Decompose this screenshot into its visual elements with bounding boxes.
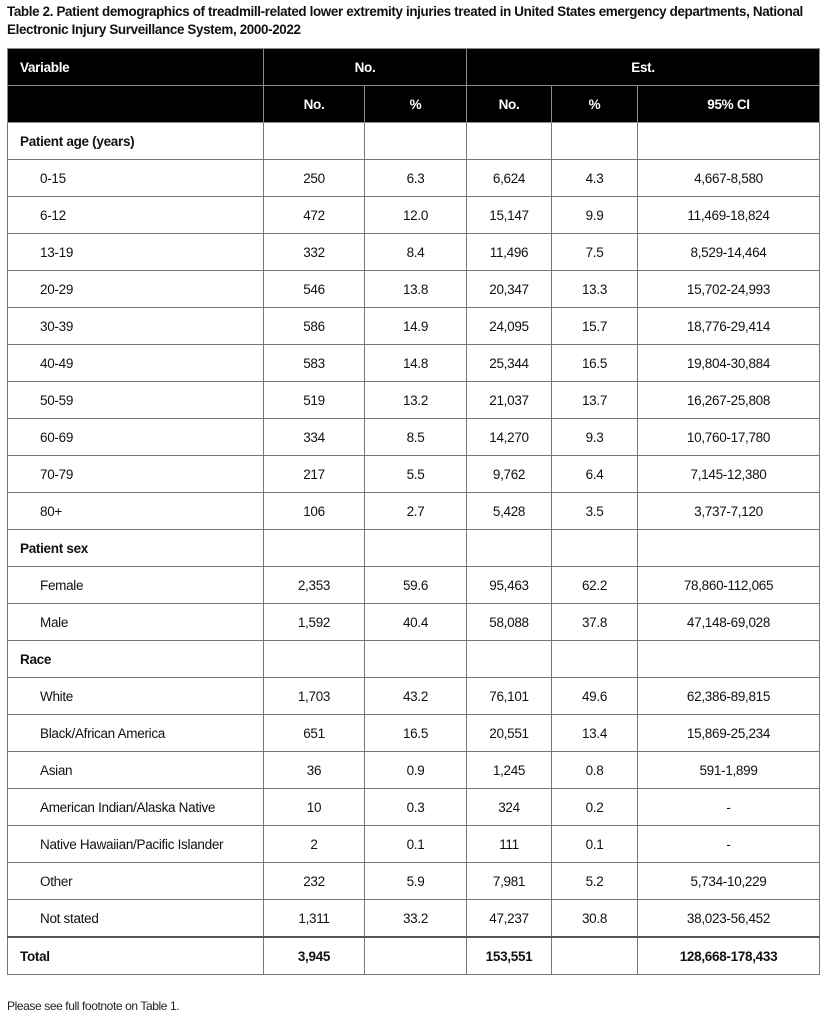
row-label: Female [8, 567, 264, 604]
empty-cell [552, 641, 638, 678]
cell-no: 586 [264, 308, 365, 345]
cell-est-no: 6,624 [467, 160, 552, 197]
cell-no: 106 [264, 493, 365, 530]
row-label: Native Hawaiian/Pacific Islander [8, 826, 264, 863]
cell-ci: - [638, 826, 820, 863]
cell-est-pct: 13.7 [552, 382, 638, 419]
cell-pct: 8.5 [365, 419, 467, 456]
table-row [8, 382, 820, 419]
empty-cell [365, 641, 467, 678]
row-label: 60-69 [8, 419, 264, 456]
section-row [8, 641, 820, 678]
cell-ci: 4,667-8,580 [638, 160, 820, 197]
cell-est-no: 11,496 [467, 234, 552, 271]
cell-est-no: 58,088 [467, 604, 552, 641]
cell-est-pct: 0.8 [552, 752, 638, 789]
row-label: 80+ [8, 493, 264, 530]
table-row [8, 826, 820, 863]
section-row [8, 530, 820, 567]
row-label: 70-79 [8, 456, 264, 493]
cell-pct: 33.2 [365, 900, 467, 938]
row-label: American Indian/Alaska Native [8, 789, 264, 826]
cell-no: 472 [264, 197, 365, 234]
empty-cell [638, 530, 820, 567]
cell-est-no: 95,463 [467, 567, 552, 604]
table-row [8, 863, 820, 900]
cell-est-pct: 7.5 [552, 234, 638, 271]
table-row [8, 456, 820, 493]
cell-est-no: 15,147 [467, 197, 552, 234]
row-label: 0-15 [8, 160, 264, 197]
cell-ci: 591-1,899 [638, 752, 820, 789]
cell-pct: 0.1 [365, 826, 467, 863]
empty-cell [264, 641, 365, 678]
empty-cell [552, 123, 638, 160]
table-row [8, 493, 820, 530]
cell-pct: 0.9 [365, 752, 467, 789]
cell-est-no: 76,101 [467, 678, 552, 715]
row-label: Black/African America [8, 715, 264, 752]
cell-pct: 5.5 [365, 456, 467, 493]
cell-pct: 16.5 [365, 715, 467, 752]
cell-ci: 62,386-89,815 [638, 678, 820, 715]
section-label: Race [8, 641, 264, 678]
row-label: White [8, 678, 264, 715]
header-ci: 95% CI [638, 86, 820, 123]
cell-ci: 47,148-69,028 [638, 604, 820, 641]
cell-est-pct: 3.5 [552, 493, 638, 530]
cell-est-pct: 15.7 [552, 308, 638, 345]
cell-est-no: 5,428 [467, 493, 552, 530]
empty-cell [264, 123, 365, 160]
row-label: Not stated [8, 900, 264, 938]
table-row [8, 715, 820, 752]
cell-no: 36 [264, 752, 365, 789]
cell-ci: - [638, 789, 820, 826]
total-cell-est-no: 153,551 [467, 937, 552, 975]
cell-est-no: 47,237 [467, 900, 552, 938]
cell-est-pct: 16.5 [552, 345, 638, 382]
cell-est-pct: 0.1 [552, 826, 638, 863]
row-label: 30-39 [8, 308, 264, 345]
table-row [8, 271, 820, 308]
total-cell-no: 3,945 [264, 937, 365, 975]
cell-pct: 0.3 [365, 789, 467, 826]
cell-est-no: 1,245 [467, 752, 552, 789]
cell-no: 232 [264, 863, 365, 900]
cell-est-pct: 13.3 [552, 271, 638, 308]
table-body [8, 123, 820, 975]
section-label: Patient age (years) [8, 123, 264, 160]
cell-pct: 43.2 [365, 678, 467, 715]
empty-cell [638, 641, 820, 678]
header-variable: Variable [8, 49, 264, 86]
cell-no: 217 [264, 456, 365, 493]
empty-cell [638, 123, 820, 160]
cell-no: 2,353 [264, 567, 365, 604]
empty-cell [365, 123, 467, 160]
cell-no: 583 [264, 345, 365, 382]
header-group-est: Est. [467, 49, 820, 86]
cell-est-no: 20,551 [467, 715, 552, 752]
cell-ci: 3,737-7,120 [638, 493, 820, 530]
header-no: No. [264, 86, 365, 123]
header-est-pct: % [552, 86, 638, 123]
table-row [8, 197, 820, 234]
cell-est-pct: 62.2 [552, 567, 638, 604]
cell-pct: 59.6 [365, 567, 467, 604]
table-row [8, 678, 820, 715]
cell-est-pct: 9.9 [552, 197, 638, 234]
header-row-groups [8, 49, 820, 86]
empty-cell [365, 530, 467, 567]
cell-est-no: 324 [467, 789, 552, 826]
cell-est-no: 20,347 [467, 271, 552, 308]
row-label: 40-49 [8, 345, 264, 382]
table-header [8, 49, 820, 123]
cell-no: 546 [264, 271, 365, 308]
table-row [8, 752, 820, 789]
cell-est-no: 24,095 [467, 308, 552, 345]
table-row [8, 789, 820, 826]
cell-no: 10 [264, 789, 365, 826]
cell-est-pct: 6.4 [552, 456, 638, 493]
cell-pct: 2.7 [365, 493, 467, 530]
cell-no: 651 [264, 715, 365, 752]
cell-pct: 13.8 [365, 271, 467, 308]
table-row [8, 160, 820, 197]
total-cell-ci: 128,668-178,433 [638, 937, 820, 975]
cell-ci: 11,469-18,824 [638, 197, 820, 234]
total-cell-pct [365, 937, 467, 975]
cell-ci: 15,702-24,993 [638, 271, 820, 308]
row-label: Male [8, 604, 264, 641]
empty-cell [467, 641, 552, 678]
row-label: 13-19 [8, 234, 264, 271]
cell-est-no: 9,762 [467, 456, 552, 493]
cell-pct: 8.4 [365, 234, 467, 271]
cell-ci: 8,529-14,464 [638, 234, 820, 271]
table-row [8, 900, 820, 938]
cell-est-pct: 49.6 [552, 678, 638, 715]
empty-cell [552, 530, 638, 567]
row-label: 20-29 [8, 271, 264, 308]
cell-est-no: 7,981 [467, 863, 552, 900]
table-row [8, 419, 820, 456]
row-label: 50-59 [8, 382, 264, 419]
table-row [8, 234, 820, 271]
demographics-table [7, 48, 820, 975]
cell-ci: 38,023-56,452 [638, 900, 820, 938]
cell-pct: 5.9 [365, 863, 467, 900]
cell-pct: 14.9 [365, 308, 467, 345]
cell-est-pct: 37.8 [552, 604, 638, 641]
empty-cell [264, 530, 365, 567]
cell-est-pct: 5.2 [552, 863, 638, 900]
cell-est-pct: 4.3 [552, 160, 638, 197]
cell-ci: 15,869-25,234 [638, 715, 820, 752]
cell-pct: 12.0 [365, 197, 467, 234]
cell-no: 1,592 [264, 604, 365, 641]
cell-pct: 14.8 [365, 345, 467, 382]
cell-pct: 40.4 [365, 604, 467, 641]
total-row [8, 937, 820, 975]
cell-ci: 7,145-12,380 [638, 456, 820, 493]
cell-no: 2 [264, 826, 365, 863]
cell-no: 519 [264, 382, 365, 419]
cell-ci: 78,860-112,065 [638, 567, 820, 604]
cell-est-pct: 9.3 [552, 419, 638, 456]
cell-ci: 19,804-30,884 [638, 345, 820, 382]
total-label: Total [8, 937, 264, 975]
header-est-no: No. [467, 86, 552, 123]
table-row [8, 345, 820, 382]
cell-no: 332 [264, 234, 365, 271]
cell-est-pct: 0.2 [552, 789, 638, 826]
cell-est-no: 111 [467, 826, 552, 863]
cell-no: 1,311 [264, 900, 365, 938]
footnote: Please see full footnote on Table 1. [7, 999, 180, 1013]
cell-est-no: 14,270 [467, 419, 552, 456]
header-row-sub [8, 86, 820, 123]
cell-est-pct: 13.4 [552, 715, 638, 752]
section-label: Patient sex [8, 530, 264, 567]
cell-est-no: 21,037 [467, 382, 552, 419]
cell-est-pct: 30.8 [552, 900, 638, 938]
table-title: Table 2. Patient demographics of treadmill-related lower extremity injuries treated in United States emergency departments, National Electronic Injury Surveillance System, 2000-2022 [7, 4, 803, 37]
cell-ci: 18,776-29,414 [638, 308, 820, 345]
row-label: 6-12 [8, 197, 264, 234]
total-cell-est-pct [552, 937, 638, 975]
cell-ci: 10,760-17,780 [638, 419, 820, 456]
table-row [8, 604, 820, 641]
header-blank [8, 86, 264, 123]
cell-ci: 5,734-10,229 [638, 863, 820, 900]
cell-est-no: 25,344 [467, 345, 552, 382]
cell-pct: 13.2 [365, 382, 467, 419]
header-pct: % [365, 86, 467, 123]
cell-pct: 6.3 [365, 160, 467, 197]
row-label: Asian [8, 752, 264, 789]
table-row [8, 567, 820, 604]
empty-cell [467, 530, 552, 567]
row-label: Other [8, 863, 264, 900]
cell-no: 1,703 [264, 678, 365, 715]
cell-no: 334 [264, 419, 365, 456]
table-row [8, 308, 820, 345]
section-row [8, 123, 820, 160]
header-group-no: No. [264, 49, 467, 86]
cell-ci: 16,267-25,808 [638, 382, 820, 419]
cell-no: 250 [264, 160, 365, 197]
empty-cell [467, 123, 552, 160]
